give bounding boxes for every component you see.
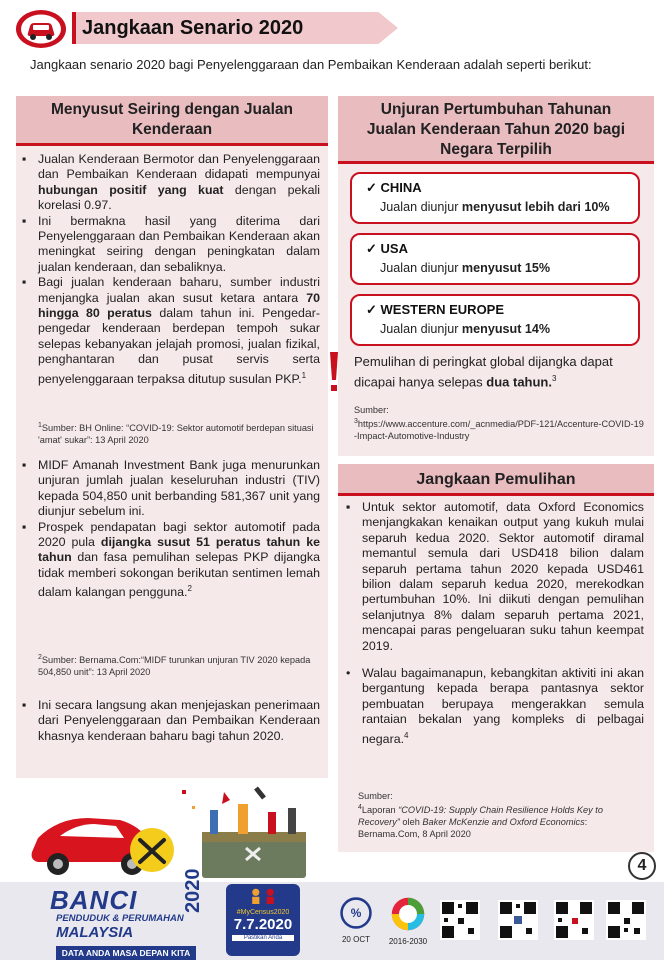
qr-code-icon — [440, 900, 480, 940]
check-icon: ✓ — [366, 241, 381, 256]
footnote-ref: 3 — [551, 373, 557, 383]
b3-text-end: dalam tahun ini. Pengedar-pengedar kenderaan berdepan tempoh sukar selepas kebanyakan jelajah promosi, jualan fizikal, penghantaran dan pusat servis serta penyelenggaraan terpaksa ditutup susulan PKP. — [38, 306, 320, 386]
bullet-icon: ▪ — [22, 519, 27, 534]
list-item — [342, 666, 644, 747]
card-desc-bold: menyusut lebih dari 10% — [461, 200, 610, 214]
b4-text: MIDF Amanah Investment Bank juga menurunkan unjuran jumlah jualan keseluruhan industri (TIV) kepada 504,850 unit berbanding 581,367 unit yang diunjur sebelum ini. — [38, 458, 320, 519]
sdg-wheel-icon — [390, 896, 426, 932]
card-desc-bold: menyusut 14% — [461, 322, 551, 336]
source-text: Sumber: BH Online: “COVID-19: Sektor automotif berdepan situasi 'amat' sukar”: 13 April 2020 — [38, 423, 314, 446]
bullet-icon: ▪ — [22, 458, 27, 472]
source-note-2 — [38, 652, 318, 678]
left-title-line1: Menyusut Seiring dengan Jualan — [50, 101, 293, 118]
banci-logo — [42, 868, 217, 947]
card-desc — [380, 200, 610, 214]
note-bold: dua tahun. — [486, 373, 552, 389]
b6-text: Ini secara langsung akan menjejaskan penerimaan dari Penyelenggaraan dan Pembaikan Kenderaan khasnya kenderaan baharu bagi tahun 2020. — [38, 698, 320, 743]
tagline-bar — [56, 946, 196, 960]
bullet-icon: ▪ — [22, 698, 27, 712]
card-title — [366, 241, 408, 257]
car-repair-illustration — [24, 782, 330, 882]
recovery-title: Jangkaan Pemulihan — [416, 471, 576, 488]
sdg-years: 2016-2030 — [388, 937, 428, 946]
footnote-ref: 4 — [404, 730, 409, 740]
footnote-mark: 2 — [38, 654, 42, 661]
stats-day-icon — [339, 896, 373, 930]
b3-text: Bagi jualan kenderaan baharu, sumber industri menjangka jualan akan susut ketara antara — [38, 275, 320, 305]
list-item — [342, 500, 644, 654]
svg-text:%: % — [350, 906, 362, 921]
country-name: WESTERN EUROPE — [380, 302, 505, 317]
bullet-icon: ▪ — [22, 213, 27, 228]
source-note-3 — [354, 404, 644, 442]
census-date: 7.7.2020 — [233, 916, 293, 933]
left-bullets-b — [18, 458, 320, 601]
source-text: Laporan — [361, 805, 399, 816]
source-label: Sumber: — [358, 791, 393, 801]
country-card-western-europe — [350, 294, 640, 346]
right-title-line1: Unjuran Pertumbuhan Tahunan — [380, 101, 612, 118]
sdg-logo — [384, 896, 432, 956]
page-title: Jangkaan Senario 2020 — [82, 17, 304, 39]
list-item — [18, 275, 320, 387]
country-name: USA — [380, 241, 408, 256]
banci-year: 2020 — [182, 868, 204, 913]
left-bullets-a — [18, 152, 320, 387]
bullet-icon: ▪ — [22, 275, 27, 290]
check-icon: ✓ — [366, 302, 381, 317]
source-authors: Baker McKenzie and Oxford Economics — [422, 817, 585, 828]
intro-text: Jangkaan senario 2020 bagi Penyelenggaraan dan Pembaikan Kenderaan adalah seperti berikut: — [30, 57, 592, 72]
b5-text-end: dan fasa pemulihan selepas PKP dijangka tidak memberi sokongan berikutan sentimen lemah dalam kalangan pengguna. — [38, 550, 320, 600]
footnote-ref: 1 — [301, 370, 307, 380]
card-desc — [380, 322, 550, 336]
country-name: CHINA — [380, 180, 422, 195]
car-logo-icon — [14, 8, 68, 50]
card-desc-text: Jualan diunjur — [380, 261, 462, 275]
list-item — [18, 698, 320, 744]
recovery-note — [354, 354, 646, 390]
recovery-bullets — [342, 500, 644, 747]
page-number: 4 — [628, 852, 656, 880]
card-title — [366, 180, 422, 196]
country-card-usa — [350, 233, 640, 285]
card-desc — [380, 261, 550, 275]
footnote-mark: 4 — [358, 804, 362, 811]
banci-sub2: MALAYSIA — [56, 924, 134, 941]
census-people-icon — [243, 886, 283, 904]
census-hashtag: #MyCensus2020 — [236, 909, 290, 916]
footnote-mark: 3 — [354, 418, 358, 425]
source-title: “COVID-19: Supply Chain Resilience Holds Key to Recovery” — [358, 805, 603, 828]
bullet-icon: ▪ — [22, 152, 27, 166]
bullet-icon: • — [346, 666, 351, 681]
footnote-ref: 2 — [187, 584, 192, 594]
source-note-1 — [38, 420, 318, 446]
note-text: Pemulihan di peringkat global dijangka dapat dicapai hanya selepas — [354, 354, 613, 389]
b5-text: Prospek pendapatan bagi sektor automotif pada 2020 pula — [38, 519, 320, 550]
source-text: https://www.accenture.com/_acnmedia/PDF-121/Accenture-COVID-19-Impact-Automotive-Industry — [354, 419, 644, 442]
card-desc-text: Jualan diunjur — [380, 200, 462, 214]
census-sub: Pastikan Anda — [232, 935, 294, 941]
list-item — [18, 152, 320, 214]
b5-bold: dijangka susut 51 peratus tahun ke tahun — [38, 535, 320, 565]
list-item — [18, 458, 320, 520]
bullet-icon: ▪ — [346, 500, 351, 514]
qr-code-icon — [606, 900, 646, 940]
card-desc-bold: menyusut 15% — [461, 261, 551, 275]
header-banner-edge — [72, 12, 76, 44]
exclamation-icon — [326, 350, 342, 394]
list-item — [18, 520, 320, 601]
source-label: Sumber: — [354, 405, 389, 415]
qr-code-icon — [498, 900, 538, 940]
source-text-end: : Bernama.Com, 8 April 2020 — [358, 817, 588, 840]
banci-sub1: PENDUDUK & PERUMAHAN — [56, 913, 184, 924]
right-title-line3: Negara Terpilih — [440, 141, 552, 158]
left-title-line2: Kenderaan — [131, 121, 213, 138]
check-icon: ✓ — [366, 180, 381, 195]
b3-bold: 70 hingga 80 peratus — [38, 290, 320, 321]
r1-text: Untuk sektor automotif, data Oxford Economics menjangkakan kenaikan output yang kukuh mulai separuh kedua 2020. Sektor automotif diramal memantul semula dari USD418 bilion dalam separuh pertama tahun 2020 kepada USD461 bilion dalam separuh kedua 2020, merekodkan pertumbuhan 10%. Ini diikuti dengan pemulihan selanjutnya 8% dalam separuh pertama 2021, mencapai paras pengeluaran suku tahun keempat 2019. — [362, 500, 644, 653]
source-text: Sumber: Bernama.Com:“MIDF turunkan unjuran TIV 2020 kepada 504,850 unit”: 13 April 2020 — [38, 655, 311, 678]
stats-day-logo — [334, 896, 378, 956]
card-title — [366, 302, 504, 318]
card-desc-text: Jualan diunjur — [380, 322, 462, 336]
b2-text: Ini bermakna hasil yang diterima dari Penyelenggaraan dan Pembaikan Kenderaan akan meningkat seiring dengan peningkatan dalam jualan kenderaan, dan sebaliknya. — [38, 213, 320, 274]
banci-word: BANCI — [50, 885, 138, 915]
list-item — [18, 214, 320, 276]
source-note-4 — [358, 790, 638, 840]
tagline-text: DATA ANDA MASA DEPAN KITA — [61, 948, 191, 958]
r2-text: Walau bagaimanapun, kebangkitan aktiviti ini akan bergantung kepada berapa pantasnya sektor pembuatan berupaya mengerakkan semula rantaian bekalan yang kompleks di pelbagai negara. — [362, 666, 644, 746]
recovery-panel-title — [338, 464, 654, 496]
stats-day-date: 20 OCT — [341, 935, 370, 944]
left-bullets-c — [18, 698, 320, 744]
b1-text-end: dengan pekali korelasi 0.97. — [38, 182, 321, 213]
source-text-mid: oleh — [399, 817, 423, 828]
country-card-china — [350, 172, 640, 224]
b1-bold: hubungan positif yang kuat — [38, 182, 224, 197]
census-badge — [226, 884, 300, 956]
b1-text: Jualan Kenderaan Bermotor dan Penyelenggaraan dan Pembaikan Kenderaan didapati mempunyai — [38, 152, 320, 182]
left-panel-title — [16, 96, 328, 146]
right-title-line2: Jualan Kenderaan Tahun 2020 bagi — [366, 121, 626, 138]
footnote-mark: 1 — [38, 422, 42, 429]
right-panel-title — [338, 96, 654, 164]
qr-code-icon — [554, 900, 594, 940]
